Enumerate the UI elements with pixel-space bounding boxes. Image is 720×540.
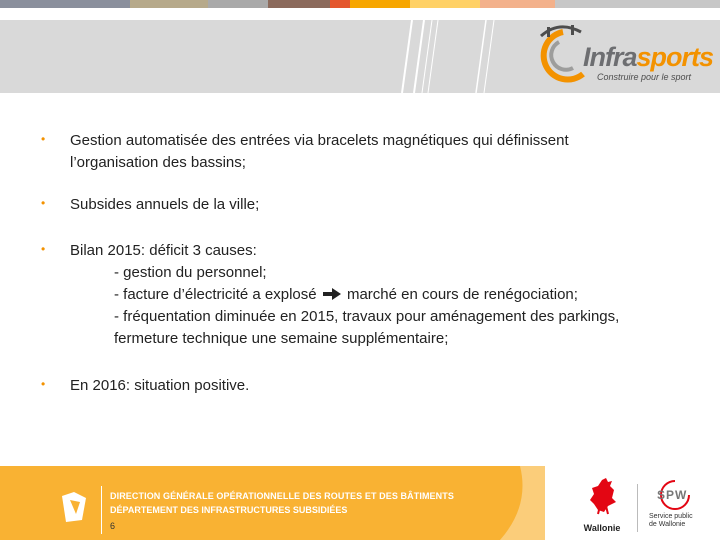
sub-item-frequentation: - fréquentation diminuée en 2015, travaux pour aménagement des parkings, <box>114 308 620 325</box>
top-color-stripe <box>0 0 720 8</box>
bullet-marker: • <box>41 132 46 146</box>
bullet-text <box>70 375 690 397</box>
footer-direction: DIRECTION GÉNÉRALE OPÉRATIONNELLE DES ROUTES ET DES BÂTIMENTS <box>110 491 454 501</box>
logo-brand-part1: Infra <box>583 42 637 72</box>
bullet-marker: • <box>41 242 46 256</box>
right-arrow-icon <box>323 288 341 300</box>
logo-tagline: Construire pour le sport <box>597 72 692 82</box>
logo-brand-part2: sports <box>636 42 714 72</box>
bullet-line: l’organisation des bassins; <box>70 154 246 171</box>
spw-subtitle <box>649 513 693 529</box>
spw-subtitle-line1: Service public <box>649 513 693 520</box>
decorative-lines <box>390 20 520 93</box>
wallonie-label: Wallonie <box>583 523 621 533</box>
bullet-text <box>70 194 690 216</box>
spw-label: SPW <box>657 488 688 502</box>
bullet-marker: • <box>41 377 46 391</box>
bullet-line: Subsides annuels de la ville; <box>70 196 260 213</box>
infrasports-logo <box>533 22 714 90</box>
bullet-line: Gestion automatisée des entrées via bracelets magnétiques qui définissent <box>70 132 569 149</box>
logo-swoosh-icon <box>533 22 589 86</box>
sub-item-frequentation-cont: fermeture technique une semaine supplémentaire; <box>114 330 449 347</box>
sub-item-text: marché en cours de renégociation; <box>346 286 578 303</box>
footer-curve <box>0 466 545 540</box>
sub-item-personnel: - gestion du personnel; <box>114 264 267 281</box>
rooster-icon <box>582 476 622 516</box>
footer-department: DÉPARTEMENT DES INFRASTRUCTURES SUBSIDIÉES <box>110 505 348 515</box>
sub-item-text: - facture d’électricité a explosé <box>114 286 317 303</box>
page-number: 6 <box>110 521 116 531</box>
spw-subtitle-line2: de Wallonie <box>649 521 686 528</box>
bullet-marker: • <box>41 196 46 210</box>
logo-separator <box>637 484 638 532</box>
bullet-line: En 2016: situation positive. <box>70 377 250 394</box>
wallonie-logo <box>578 476 626 533</box>
bullet-text <box>70 130 690 174</box>
bullet-text <box>70 240 690 350</box>
logo-wordmark <box>583 42 713 73</box>
bullet-line: Bilan 2015: déficit 3 causes: <box>70 242 257 259</box>
sub-item-electricite <box>70 284 690 306</box>
